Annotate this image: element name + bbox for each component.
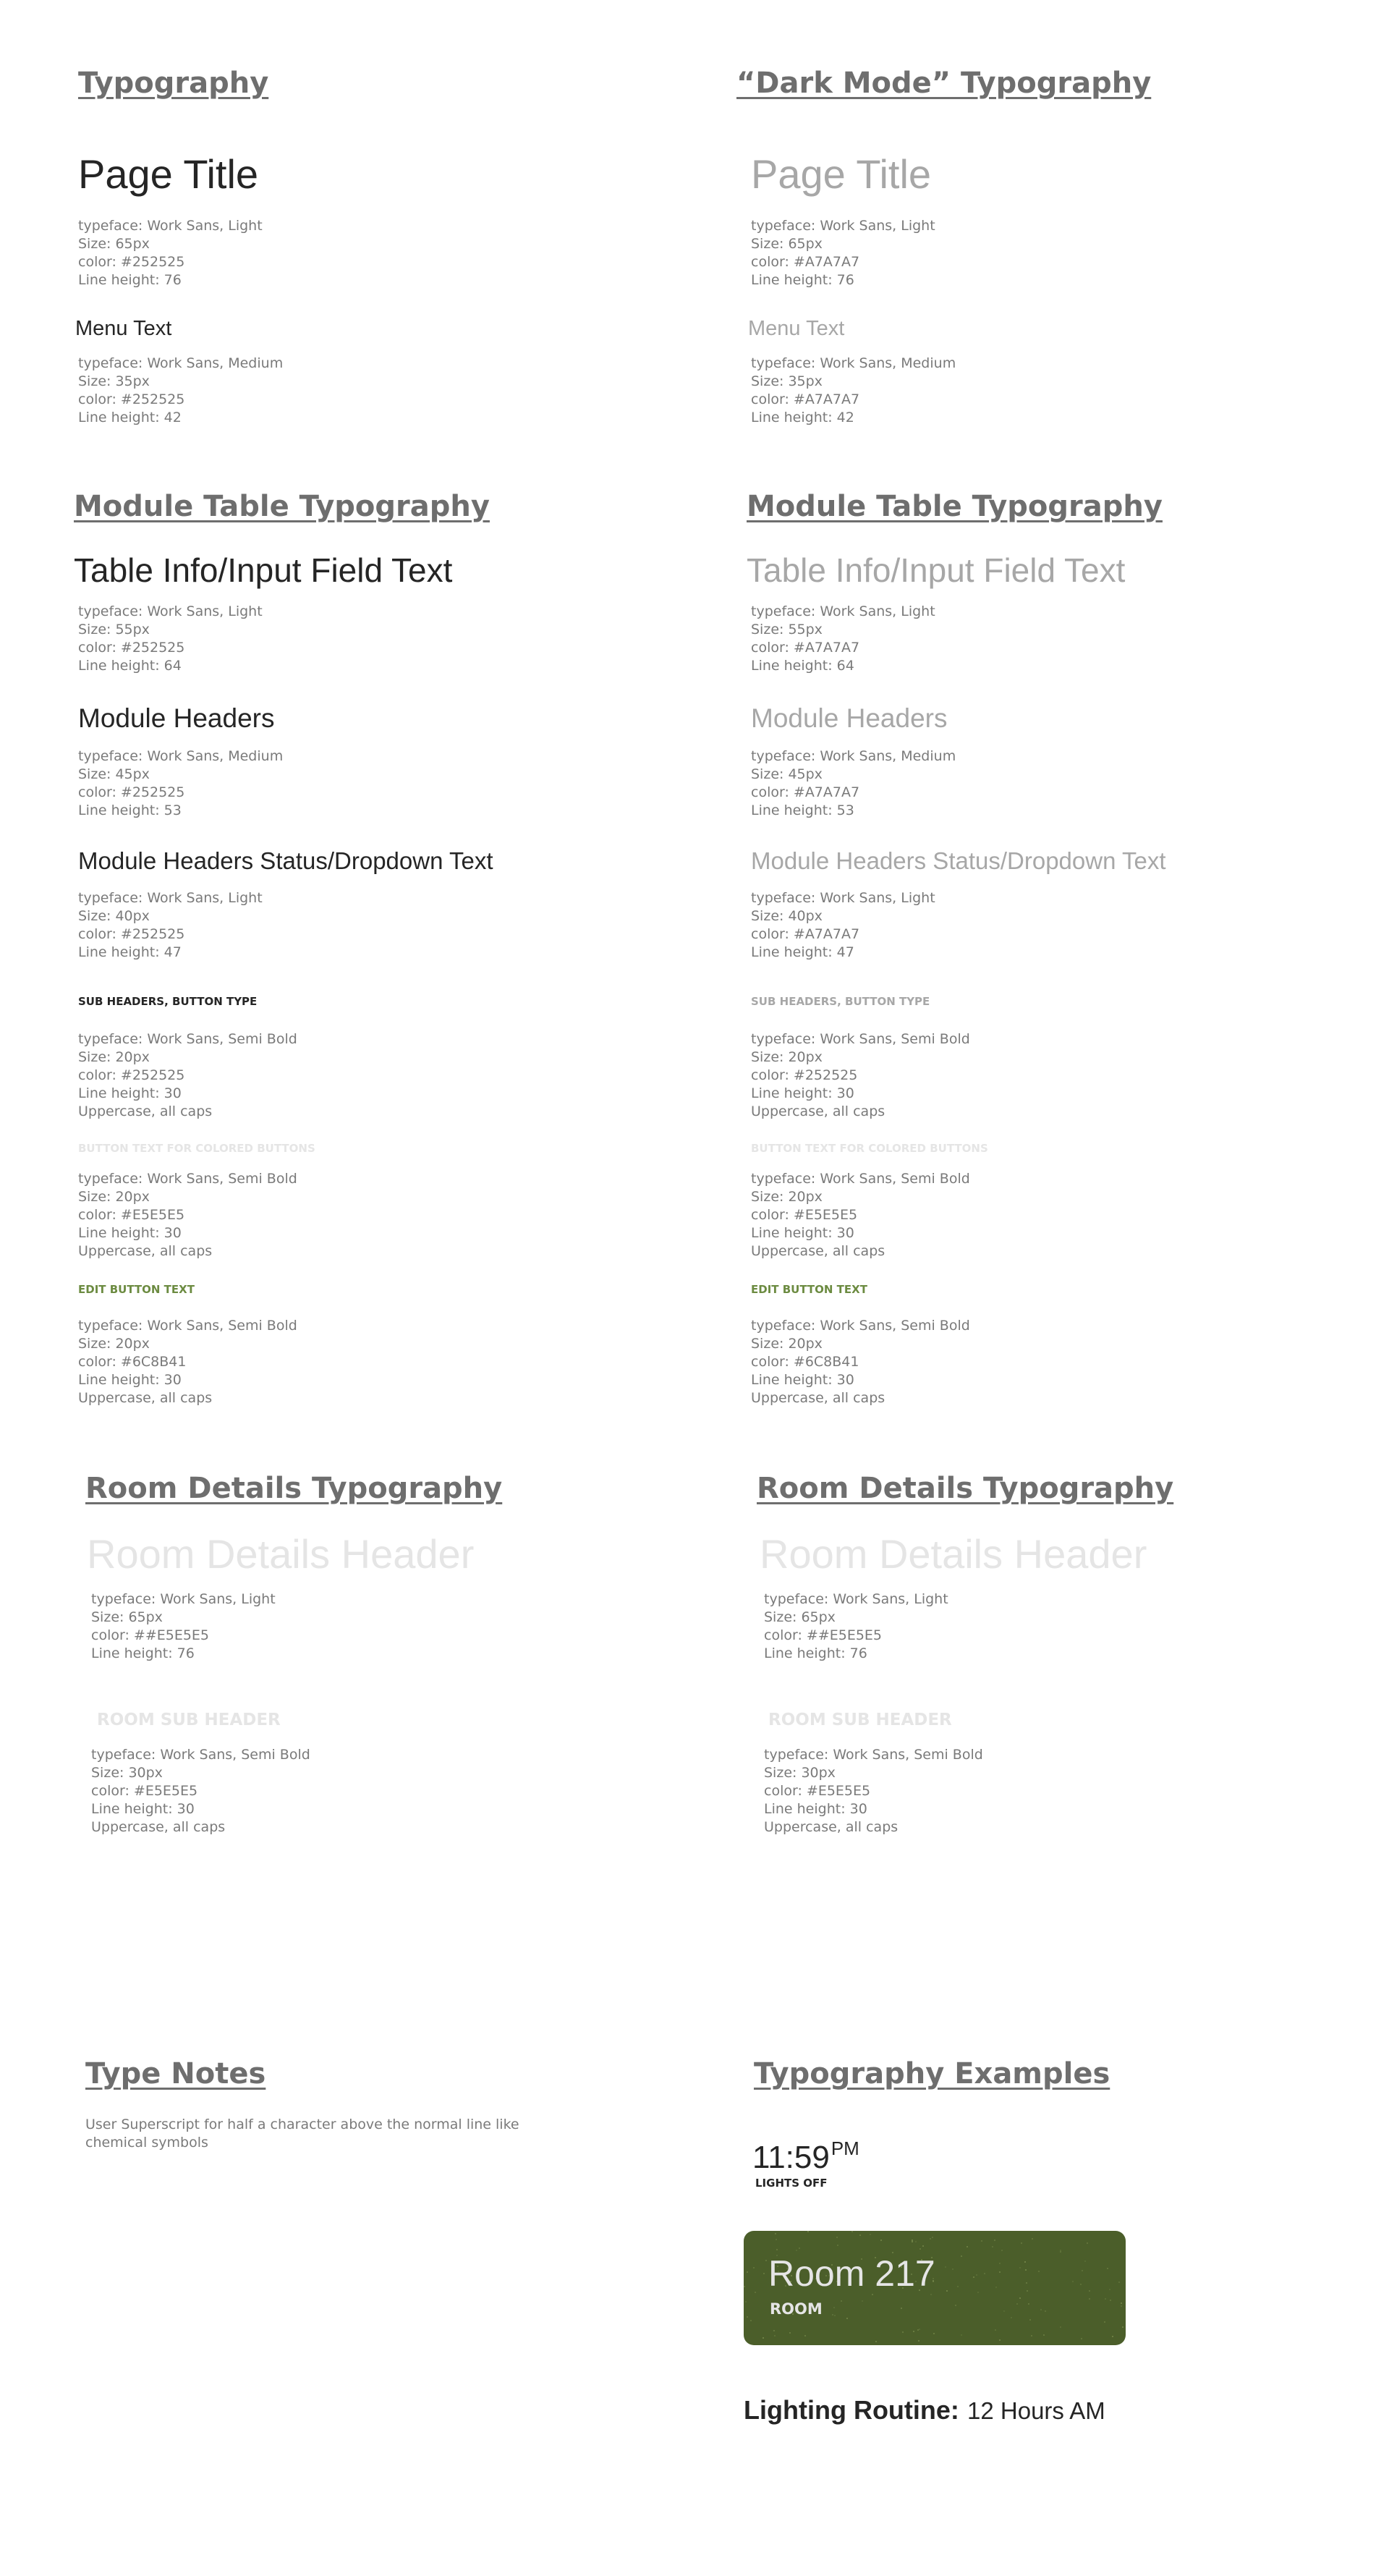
texture-speck bbox=[755, 2292, 756, 2293]
texture-speck bbox=[1060, 2326, 1061, 2328]
texture-speck bbox=[919, 2248, 921, 2250]
module-headers-spec-dark: typeface: Work Sans, Medium Size: 45px color: #A7A7A7 Line height: 53 bbox=[751, 748, 956, 818]
room-details-header-sample: Room Details Header bbox=[87, 1531, 475, 1577]
texture-speck bbox=[946, 2290, 948, 2292]
texture-speck bbox=[912, 2241, 913, 2242]
texture-speck bbox=[961, 2255, 962, 2257]
room-card[interactable] bbox=[744, 2231, 1126, 2345]
texture-speck bbox=[999, 2263, 1001, 2264]
texture-speck bbox=[995, 2287, 997, 2288]
texture-speck bbox=[804, 2335, 806, 2336]
typography-heading: Typography bbox=[78, 67, 269, 100]
menu-text-sample-dark: Menu Text bbox=[748, 317, 845, 340]
texture-speck bbox=[977, 2292, 979, 2293]
colored-button-text-sample-dark: BUTTON TEXT FOR COLORED BUTTONS bbox=[751, 1142, 988, 1155]
texture-speck bbox=[995, 2329, 996, 2331]
room-details-header-sample-dark: Room Details Header bbox=[760, 1531, 1147, 1577]
menu-text-sample: Menu Text bbox=[75, 317, 172, 340]
texture-speck bbox=[915, 2241, 917, 2242]
texture-speck bbox=[763, 2337, 764, 2339]
texture-speck bbox=[1110, 2300, 1111, 2301]
texture-speck bbox=[1084, 2261, 1086, 2262]
texture-speck bbox=[1043, 2334, 1045, 2336]
table-info-sample-dark: Table Info/Input Field Text bbox=[747, 551, 1126, 589]
texture-speck bbox=[984, 2273, 985, 2274]
type-notes-heading: Type Notes bbox=[85, 2057, 266, 2090]
texture-speck bbox=[880, 2240, 882, 2241]
module-table-heading-dark: Module Table Typography bbox=[747, 490, 1163, 523]
texture-speck bbox=[1104, 2321, 1105, 2323]
texture-speck bbox=[846, 2318, 848, 2319]
texture-speck bbox=[913, 2331, 914, 2332]
edit-button-spec-dark: typeface: Work Sans, Semi Bold Size: 20px color: #6C8B41 Line height: 30 Uppercase, all caps bbox=[751, 1318, 970, 1406]
texture-speck bbox=[872, 2294, 873, 2295]
texture-speck bbox=[1060, 2251, 1061, 2253]
texture-speck bbox=[930, 2238, 931, 2240]
module-status-sample-dark: Module Headers Status/Dropdown Text bbox=[751, 847, 1166, 874]
texture-speck bbox=[774, 2335, 776, 2336]
texture-speck bbox=[1027, 2290, 1028, 2292]
colored-button-spec: typeface: Work Sans, Semi Bold Size: 20px color: #E5E5E5 Line height: 30 Uppercase, all caps bbox=[78, 1171, 297, 1259]
texture-speck bbox=[1080, 2284, 1082, 2285]
sub-headers-sample-dark: SUB HEADERS, BUTTON TYPE bbox=[751, 995, 930, 1008]
texture-speck bbox=[744, 2286, 745, 2287]
texture-speck bbox=[932, 2237, 933, 2238]
texture-speck bbox=[1105, 2298, 1106, 2300]
texture-speck bbox=[763, 2273, 765, 2274]
texture-speck bbox=[775, 2233, 776, 2234]
texture-speck bbox=[875, 2341, 877, 2342]
edit-button-text-sample: EDIT BUTTON TEXT bbox=[78, 1283, 195, 1296]
texture-speck bbox=[1040, 2309, 1042, 2310]
lights-off-label: LIGHTS OFF bbox=[755, 2177, 828, 2190]
module-status-spec: typeface: Work Sans, Light Size: 40px color: #252525 Line height: 47 bbox=[78, 890, 263, 960]
texture-speck bbox=[765, 2260, 767, 2261]
texture-speck bbox=[994, 2240, 995, 2241]
texture-speck bbox=[753, 2267, 755, 2268]
texture-speck bbox=[1021, 2242, 1022, 2244]
room-details-header-spec: typeface: Work Sans, Light Size: 65px color: ##E5E5E5 Line height: 76 bbox=[91, 1591, 276, 1661]
room-details-heading: Room Details Typography bbox=[85, 1472, 503, 1505]
module-headers-spec: typeface: Work Sans, Medium Size: 45px color: #252525 Line height: 53 bbox=[78, 748, 284, 818]
texture-speck bbox=[976, 2274, 977, 2276]
texture-speck bbox=[1026, 2282, 1027, 2284]
texture-speck bbox=[999, 2339, 1001, 2341]
texture-speck bbox=[1019, 2297, 1021, 2299]
lighting-routine-example bbox=[744, 2395, 1105, 2425]
time-suffix-superscript: PM bbox=[831, 2138, 859, 2159]
sub-headers-sample: SUB HEADERS, BUTTON TYPE bbox=[78, 995, 258, 1008]
texture-speck bbox=[981, 2240, 982, 2242]
texture-speck bbox=[870, 2234, 871, 2235]
texture-speck bbox=[930, 2294, 932, 2295]
texture-speck bbox=[1025, 2269, 1027, 2271]
texture-speck bbox=[799, 2247, 800, 2249]
room-sub-header-spec: typeface: Work Sans, Semi Bold Size: 30px color: #E5E5E5 Line height: 30 Uppercase, all caps bbox=[91, 1747, 310, 1835]
texture-speck bbox=[1107, 2268, 1108, 2269]
module-status-spec-dark: typeface: Work Sans, Light Size: 40px color: #A7A7A7 Line height: 47 bbox=[751, 890, 935, 960]
room-details-heading-dark: Room Details Typography bbox=[757, 1472, 1174, 1505]
room-card-label: ROOM bbox=[770, 2300, 823, 2318]
texture-speck bbox=[1089, 2290, 1090, 2292]
texture-speck bbox=[918, 2340, 919, 2342]
colored-button-text-sample: BUTTON TEXT FOR COLORED BUTTONS bbox=[78, 1142, 315, 1155]
texture-speck bbox=[1045, 2310, 1046, 2312]
texture-speck bbox=[789, 2332, 791, 2334]
time-example bbox=[752, 2138, 859, 2175]
texture-speck bbox=[1003, 2310, 1005, 2312]
edit-button-spec: typeface: Work Sans, Semi Bold Size: 20px color: #6C8B41 Line height: 30 Uppercase, all caps bbox=[78, 1318, 297, 1406]
texture-speck bbox=[912, 2240, 913, 2241]
texture-speck bbox=[992, 2246, 993, 2247]
room-sub-header-spec-dark: typeface: Work Sans, Semi Bold Size: 30px color: #E5E5E5 Line height: 30 Uppercase, all caps bbox=[764, 1747, 983, 1835]
texture-speck bbox=[1121, 2302, 1122, 2304]
texture-speck bbox=[1082, 2270, 1083, 2271]
lighting-routine-value: 12 Hours AM bbox=[967, 2397, 1105, 2424]
room-sub-header-sample: ROOM SUB HEADER bbox=[97, 1711, 281, 1729]
room-details-header-spec-dark: typeface: Work Sans, Light Size: 65px color: ##E5E5E5 Line height: 76 bbox=[764, 1591, 948, 1661]
texture-speck bbox=[961, 2334, 962, 2336]
texture-speck bbox=[837, 2245, 838, 2246]
lighting-routine-label: Lighting Routine: bbox=[744, 2395, 959, 2425]
texture-speck bbox=[1122, 2326, 1123, 2328]
colored-button-spec-dark: typeface: Work Sans, Semi Bold Size: 20px color: #E5E5E5 Line height: 30 Uppercase, all caps bbox=[751, 1171, 970, 1259]
time-value: 11:59 bbox=[752, 2140, 830, 2175]
texture-speck bbox=[776, 2249, 778, 2250]
module-headers-sample-dark: Module Headers bbox=[751, 703, 948, 733]
texture-speck bbox=[967, 2246, 968, 2247]
texture-speck bbox=[834, 2315, 836, 2316]
texture-speck bbox=[922, 2245, 924, 2247]
page-title-sample-dark: Page Title bbox=[751, 151, 932, 197]
texture-speck bbox=[919, 2329, 920, 2330]
texture-speck bbox=[796, 2250, 797, 2251]
texture-speck bbox=[747, 2271, 748, 2273]
texture-speck bbox=[851, 2231, 853, 2232]
texture-speck bbox=[1089, 2298, 1090, 2300]
texture-speck bbox=[1072, 2281, 1074, 2282]
texture-speck bbox=[945, 2266, 946, 2268]
page-title-spec: typeface: Work Sans, Light Size: 65px color: #252525 Line height: 76 bbox=[78, 218, 263, 288]
texture-speck bbox=[841, 2300, 842, 2302]
texture-speck bbox=[1081, 2338, 1082, 2339]
texture-speck bbox=[776, 2239, 777, 2240]
menu-text-spec-dark: typeface: Work Sans, Medium Size: 35px color: #A7A7A7 Line height: 42 bbox=[751, 355, 956, 425]
texture-speck bbox=[902, 2331, 904, 2333]
texture-speck bbox=[750, 2320, 752, 2321]
typography-examples-heading: Typography Examples bbox=[754, 2057, 1110, 2090]
texture-speck bbox=[807, 2231, 809, 2232]
page-title-sample: Page Title bbox=[78, 151, 259, 197]
texture-speck bbox=[1032, 2238, 1033, 2240]
dark-mode-typography-heading: “Dark Mode” Typography bbox=[736, 67, 1152, 100]
module-headers-sample: Module Headers bbox=[78, 703, 275, 733]
texture-speck bbox=[1011, 2317, 1012, 2318]
texture-speck bbox=[1121, 2305, 1122, 2307]
texture-speck bbox=[833, 2307, 835, 2308]
texture-speck bbox=[952, 2268, 953, 2270]
texture-speck bbox=[1031, 2335, 1032, 2336]
table-info-sample: Table Info/Input Field Text bbox=[74, 551, 453, 589]
table-info-spec-dark: typeface: Work Sans, Light Size: 55px color: #A7A7A7 Line height: 64 bbox=[751, 603, 935, 674]
type-notes-text: User Superscript for half a character above the normal line like chemical symbols bbox=[85, 2117, 519, 2151]
texture-speck bbox=[1112, 2336, 1113, 2337]
texture-speck bbox=[1019, 2267, 1021, 2268]
texture-speck bbox=[836, 2237, 838, 2238]
texture-speck bbox=[955, 2305, 956, 2306]
texture-speck bbox=[1024, 2261, 1026, 2263]
room-card-title: Room 217 bbox=[768, 2253, 935, 2294]
texture-speck bbox=[1016, 2303, 1018, 2305]
sub-headers-spec: typeface: Work Sans, Semi Bold Size: 20px color: #252525 Line height: 30 Uppercase, all caps bbox=[78, 1031, 297, 1119]
texture-speck bbox=[999, 2271, 1001, 2273]
texture-speck bbox=[745, 2301, 747, 2302]
texture-speck bbox=[933, 2333, 935, 2334]
texture-speck bbox=[957, 2286, 959, 2287]
texture-speck bbox=[1038, 2271, 1040, 2272]
texture-speck bbox=[773, 2330, 775, 2331]
table-info-spec: typeface: Work Sans, Light Size: 55px color: #252525 Line height: 64 bbox=[78, 603, 263, 674]
page-title-spec-dark: typeface: Work Sans, Light Size: 65px color: #A7A7A7 Line height: 76 bbox=[751, 218, 935, 288]
texture-speck bbox=[862, 2300, 863, 2302]
sub-headers-spec-dark: typeface: Work Sans, Semi Bold Size: 20px color: #252525 Line height: 30 Uppercase, all caps bbox=[751, 1031, 970, 1119]
texture-speck bbox=[973, 2276, 974, 2278]
texture-speck bbox=[901, 2308, 902, 2309]
texture-speck bbox=[747, 2316, 748, 2318]
module-table-heading: Module Table Typography bbox=[74, 490, 490, 523]
menu-text-spec: typeface: Work Sans, Medium Size: 35px color: #252525 Line height: 42 bbox=[78, 355, 284, 425]
texture-speck bbox=[1029, 2319, 1031, 2321]
texture-speck bbox=[1028, 2303, 1029, 2305]
texture-speck bbox=[1118, 2281, 1120, 2283]
room-sub-header-sample-dark: ROOM SUB HEADER bbox=[768, 1711, 952, 1729]
edit-button-text-sample-dark: EDIT BUTTON TEXT bbox=[751, 1283, 867, 1296]
module-status-sample: Module Headers Status/Dropdown Text bbox=[78, 847, 493, 874]
texture-speck bbox=[859, 2234, 861, 2236]
texture-speck bbox=[1001, 2250, 1003, 2251]
texture-speck bbox=[1109, 2289, 1110, 2290]
texture-speck bbox=[1087, 2242, 1088, 2244]
